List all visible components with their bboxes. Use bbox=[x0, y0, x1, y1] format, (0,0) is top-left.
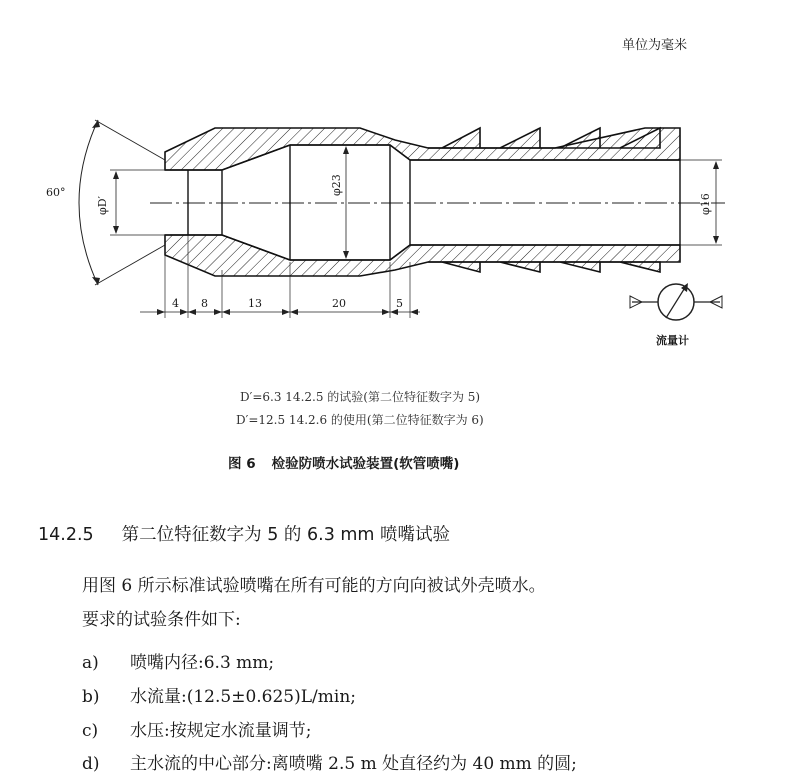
paragraph: 要求的试验条件如下: bbox=[82, 610, 241, 630]
dim-13: 13 bbox=[248, 297, 262, 310]
dim-5: 5 bbox=[396, 297, 403, 310]
condition-text: 水压:按规定水流量调节; bbox=[130, 721, 312, 741]
cone-line-lower bbox=[95, 245, 165, 285]
condition-label: d) bbox=[82, 754, 100, 774]
figure-caption-title: 检验防喷水试验装置(软管喷嘴) bbox=[271, 456, 460, 472]
nozzle-wall-bottom bbox=[165, 235, 680, 276]
condition-text: 主水流的中心部分:离喷嘴 2.5 m 处直径约为 40 mm 的圆; bbox=[130, 754, 577, 774]
d-prime-label: φD′ bbox=[96, 195, 109, 215]
dim-20: 20 bbox=[332, 297, 346, 310]
flowmeter-label: 流量计 bbox=[656, 334, 689, 347]
figure-caption-number: 图 6 bbox=[228, 456, 256, 472]
nozzle-drawing bbox=[0, 0, 790, 380]
condition-text: 水流量:(12.5±0.625)L/min; bbox=[130, 687, 357, 707]
dim-8: 8 bbox=[201, 297, 208, 310]
unit-note: 单位为毫米 bbox=[622, 38, 688, 53]
section-number: 14.2.5 bbox=[38, 525, 94, 545]
paragraph: 用图 6 所示标准试验喷嘴在所有可能的方向向被试外壳喷水。 bbox=[82, 576, 546, 596]
condition-item bbox=[82, 648, 274, 673]
figure-note-1: D′=6.3 14.2.5 的试验(第二位特征数字为 5) bbox=[240, 390, 481, 404]
condition-item bbox=[82, 749, 577, 774]
cone-line-upper bbox=[95, 120, 165, 160]
condition-label: a) bbox=[82, 653, 99, 673]
flowmeter-icon bbox=[630, 283, 722, 320]
section-title: 第二位特征数字为 5 的 6.3 mm 喷嘴试验 bbox=[121, 525, 451, 545]
d16-label: φ16 bbox=[699, 193, 712, 215]
bore-outline bbox=[165, 145, 680, 260]
figure-caption bbox=[228, 452, 459, 472]
condition-item bbox=[82, 682, 356, 707]
nozzle-wall-top bbox=[165, 128, 680, 170]
angle-label: 60° bbox=[46, 186, 66, 199]
serrations-bottom bbox=[428, 262, 660, 272]
condition-item bbox=[82, 716, 311, 741]
d23-label: φ23 bbox=[330, 174, 343, 196]
section-heading bbox=[38, 521, 450, 546]
condition-label: c) bbox=[82, 721, 99, 741]
condition-label: b) bbox=[82, 687, 100, 707]
dim-4: 4 bbox=[172, 297, 179, 310]
condition-text: 喷嘴内径:6.3 mm; bbox=[130, 653, 275, 673]
figure-note-2: D′=12.5 14.2.6 的使用(第二位特征数字为 6) bbox=[236, 413, 484, 427]
